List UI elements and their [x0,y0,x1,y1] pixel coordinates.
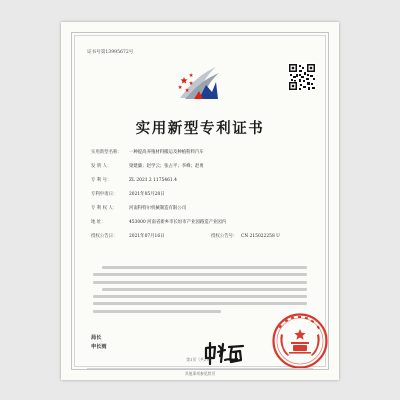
field-grant-number [211,233,280,239]
field-value: CN 215022258 U [241,234,280,239]
field-grant-date [91,233,165,239]
certificate-paper [61,22,339,380]
body-text-line [93,302,307,305]
field-patentee [91,205,186,211]
body-text-line [93,295,307,298]
body-text-line [102,266,307,269]
field-value: 2021年05月28日 [129,192,165,197]
field-address [91,219,226,225]
body-text-line [102,288,307,291]
director-title: 局长 [91,335,102,341]
field-value: 河南科特尔机械制造有限公司 [129,206,187,211]
field-utility-model-name [91,149,204,155]
field-value: 一种提高养殖材料搬运及种植粉料汽车 [129,150,204,155]
footer-note: 其他事项参见续页 [184,371,216,376]
field-label: 专 利 号： [91,178,112,183]
footer-rule [87,368,313,369]
certificate-title: 实用新型专利证书 [135,120,265,137]
field-label: 实用新型名称： [91,150,122,155]
field-value: 453000 河南省新乡市长垣市产业园路造产业园内 [129,220,227,225]
field-patent-number [91,177,177,183]
field-label: 地 址： [91,220,106,225]
patent-office-emblem-icon [176,62,222,104]
body-text-line [93,281,307,284]
field-value: 梁建廉；赵学云；张占平；李峰；赵勇 [129,164,204,169]
field-label: 授权公告日： [91,234,118,239]
body-text-line [93,310,221,313]
director-name: 申长雨 [91,344,107,350]
field-inventor [91,163,204,169]
page-indicator: 第1页（共2页） [186,357,214,362]
field-filing-date [91,191,165,197]
field-value: ZL 2021 2 1175461.4 [129,178,177,183]
director-signature [203,338,247,368]
certificate-body-text [93,266,307,317]
field-label: 专 利 权 人： [91,206,118,211]
field-label: 授权公告号： [211,234,238,239]
field-label: 专利申请日： [91,192,118,197]
field-label: 发 明 人： [91,164,112,169]
certificate-number: 证书号第13995672号 [87,50,134,55]
body-text-line [93,273,307,276]
field-value: 2021年07月16日 [129,234,165,239]
qr-code-icon [288,63,316,91]
